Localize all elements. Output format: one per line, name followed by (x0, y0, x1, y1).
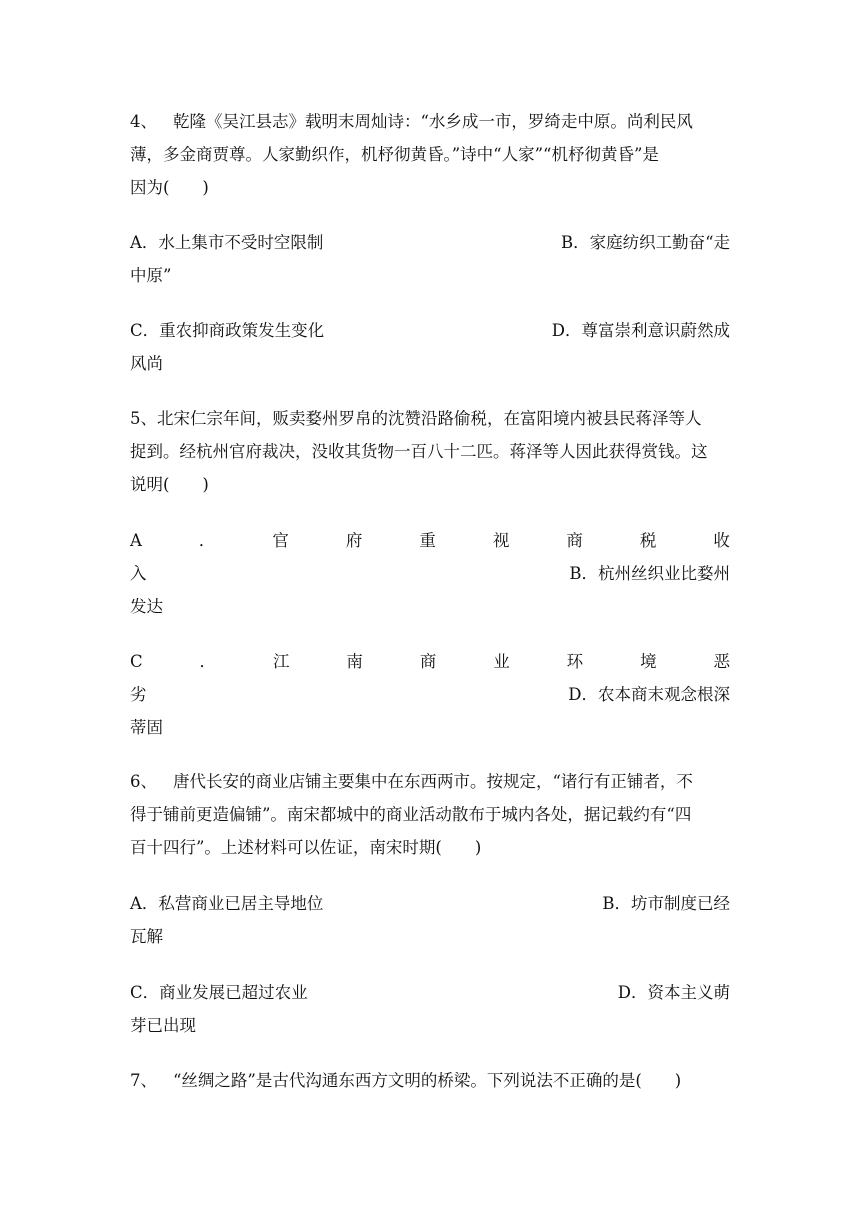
option-b-continuation: 中原” (130, 266, 172, 285)
option-b[interactable]: B．坊市制度已经 (602, 894, 730, 913)
option-d-continuation: 风尚 (130, 354, 163, 373)
question-6-options-row-2 (130, 981, 730, 1005)
option-d[interactable]: D．农本商末观念根深 (568, 685, 730, 704)
question-4-stem-line-3: 因为( ) (130, 178, 209, 197)
option-b[interactable]: B．杭州丝织业比婺州 (569, 564, 730, 583)
question-5-stem-line-1: 5、北宋仁宗年间，贩卖婺州罗帛的沈赞沿路偷税，在富阳境内被县民蒋泽等人 (130, 409, 702, 428)
question-6-stem-line-2: 得于铺前更造偏铺”。南宋都城中的商业活动散布于城内各处，据记载约有“四 (130, 805, 692, 824)
option-a-continuation: 入 (130, 564, 147, 583)
question-4-options-row-1 (130, 231, 730, 255)
question-6-options-row-1 (130, 892, 730, 916)
question-6-number: 6、 (130, 772, 157, 791)
option-b-continuation: 发达 (130, 597, 163, 616)
option-a[interactable]: A ． 官 府 重 视 商 税 收 (130, 531, 730, 550)
option-d[interactable]: D．资本主义萌 (617, 983, 730, 1002)
question-4-stem-line-2: 薄，多金商贾尊。人家勤织作，机杼彻黄昏。”诗中“人家”“机杼彻黄昏”是 (130, 145, 659, 164)
question-6-stem-line-3: 百十四行”。上述材料可以佐证，南宋时期( ) (130, 838, 482, 857)
option-b[interactable]: B．家庭纺织工勤奋“走 (560, 233, 730, 252)
question-4-stem-line-1: 4、 乾隆《吴江县志》载明末周灿诗：“水乡成一市，罗绮走中原。尚利民风 (130, 110, 730, 134)
question-5-number: 5、 (130, 409, 157, 428)
option-c[interactable]: C．商业发展已超过农业 (130, 983, 308, 1002)
question-4-options-row-2 (130, 319, 730, 343)
option-c-continuation: 劣 (130, 685, 147, 704)
option-d-continuation: 芽已出现 (130, 1016, 196, 1035)
option-c[interactable]: C ． 江 南 商 业 环 境 恶 (130, 652, 730, 671)
option-b-continuation: 瓦解 (130, 927, 163, 946)
option-c[interactable]: C．重农抑商政策发生变化 (130, 321, 325, 340)
question-4-number: 4、 (130, 112, 157, 131)
question-7-number: 7、 (130, 1071, 157, 1090)
question-5-options-row-1 (130, 562, 730, 586)
question-5-stem-line-2: 捉到。经杭州官府裁决，没收其货物一百八十二匹。蒋泽等人因此获得赏钱。这 (130, 442, 708, 461)
question-7-stem-line-1: 7、 “丝绸之路”是古代沟通东西方文明的桥梁。下列说法不正确的是( ) (130, 1069, 730, 1093)
question-5-stem-line-3: 说明( ) (130, 475, 209, 494)
option-d-continuation: 蒂固 (130, 718, 163, 737)
question-6-stem-line-1: 6、 唐代长安的商业店铺主要集中在东西两市。按规定，“诸行有正铺者，不 (130, 770, 730, 794)
question-5-options-row-2 (130, 683, 730, 707)
option-a[interactable]: A．水上集市不受时空限制 (130, 233, 324, 252)
option-d[interactable]: D．尊富崇利意识蔚然成 (551, 321, 730, 340)
option-a[interactable]: A．私营商业已居主导地位 (130, 894, 324, 913)
